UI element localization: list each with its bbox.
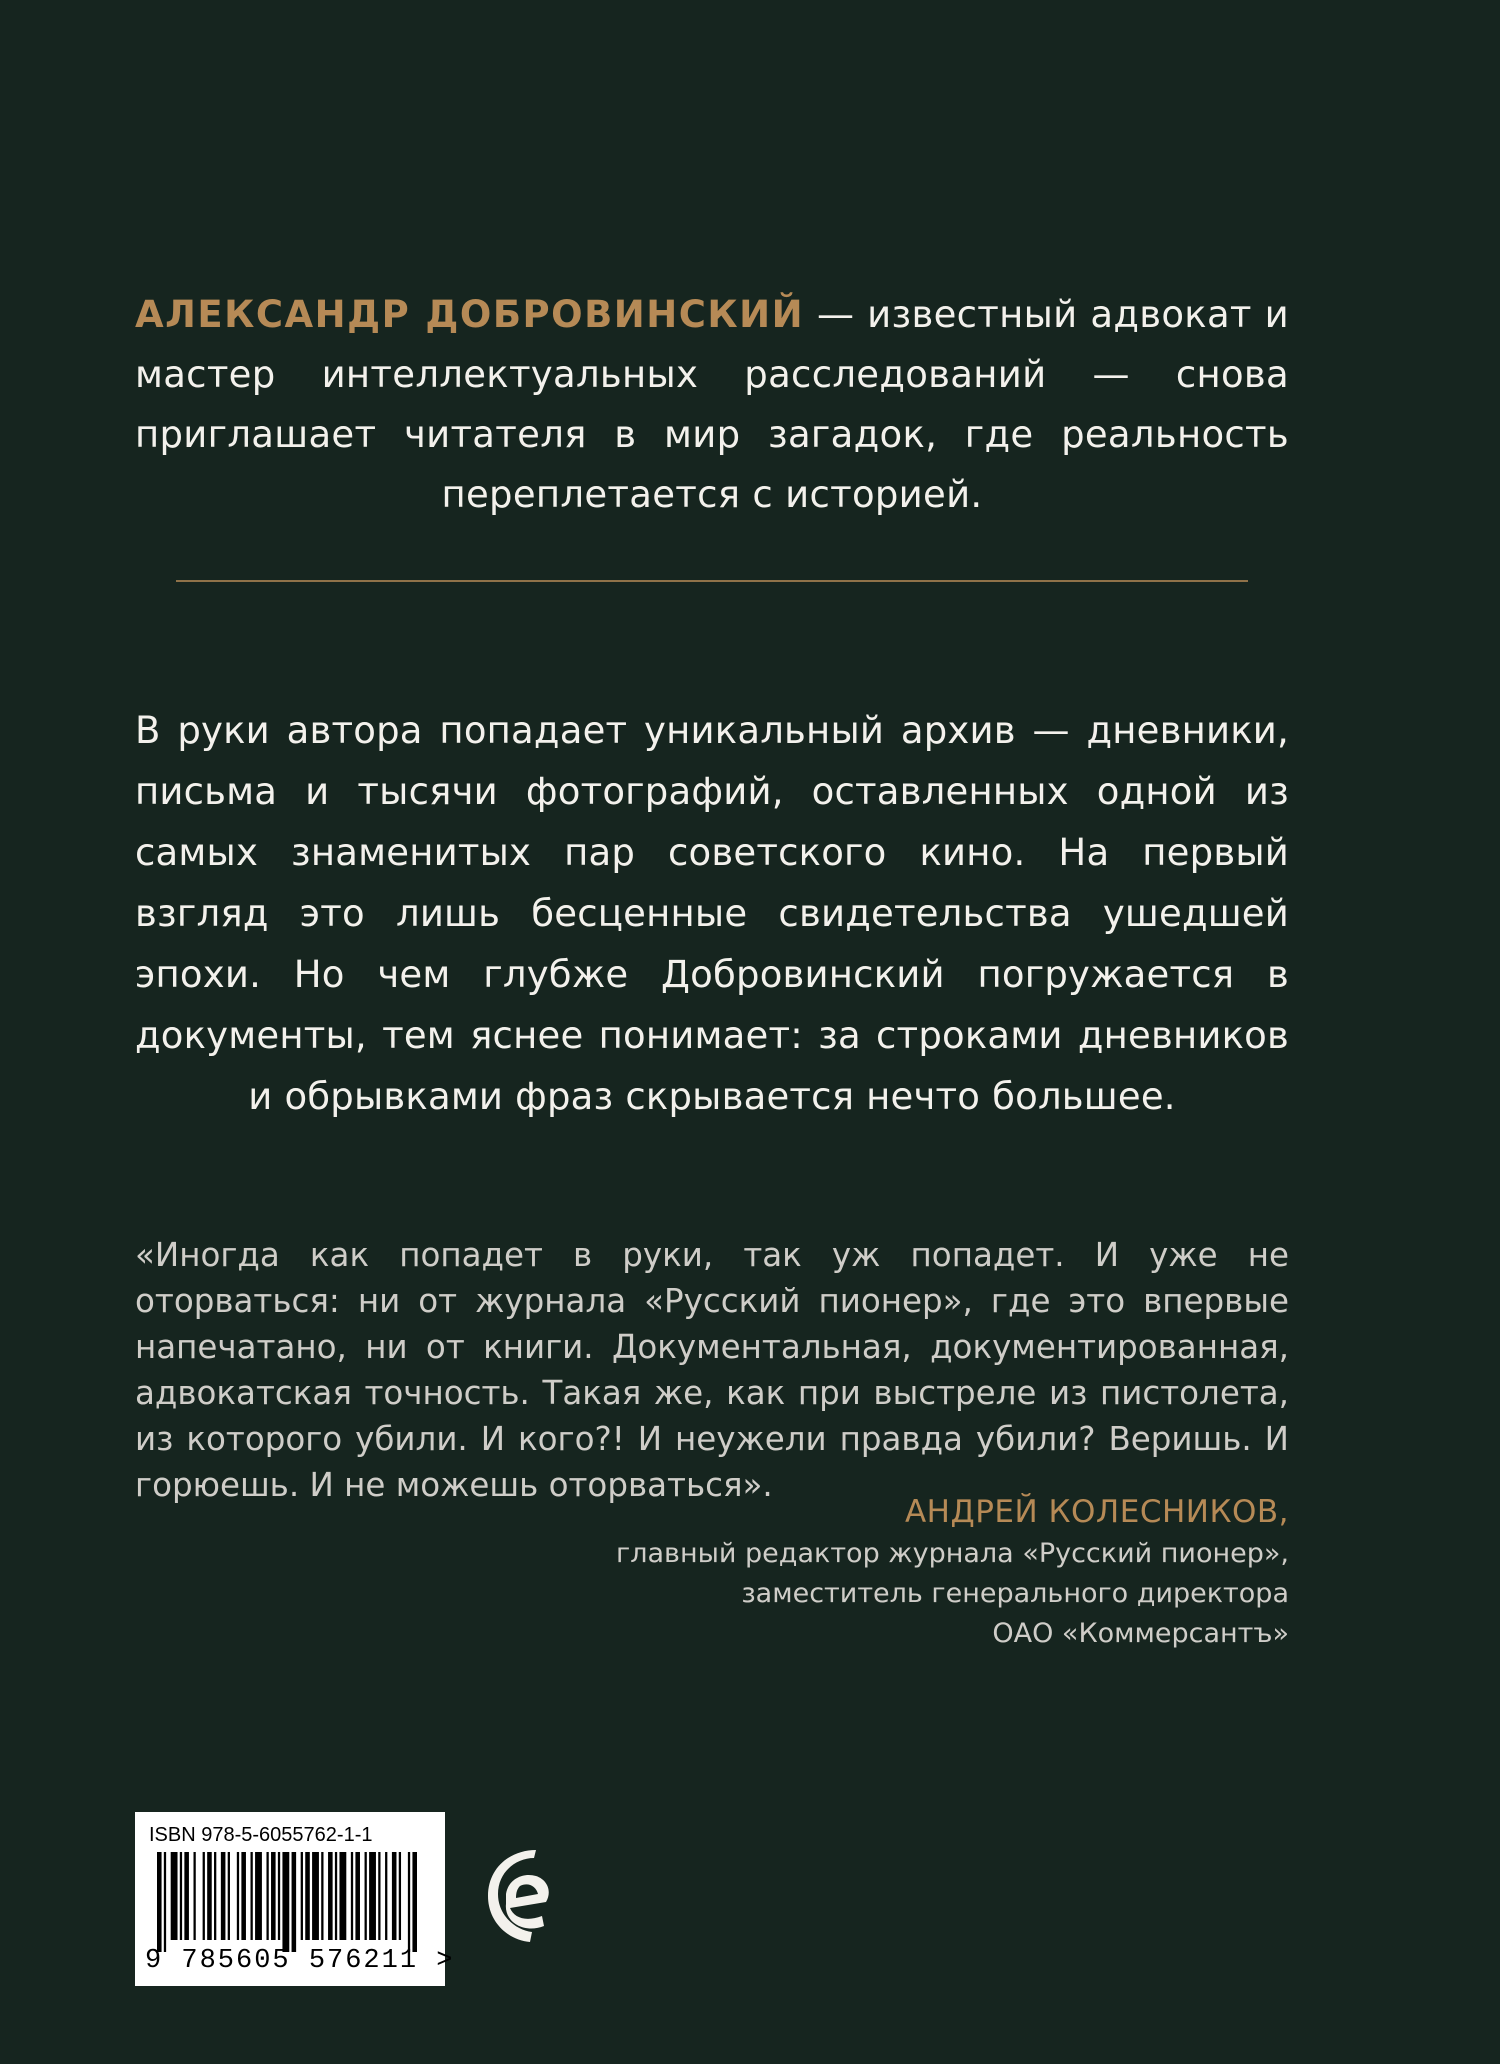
barcode-bar <box>255 1852 262 1940</box>
divider <box>176 580 1248 582</box>
barcode <box>135 1812 455 1986</box>
barcode-bar <box>237 1852 239 1940</box>
barcode-bar <box>228 1852 230 1940</box>
barcode-bar <box>203 1852 205 1940</box>
barcode-bar <box>157 1852 162 1952</box>
barcode-bar <box>335 1852 337 1940</box>
author-intro <box>135 285 1289 525</box>
barcode-bar <box>292 1852 297 1952</box>
quote-attribution <box>489 1490 1289 1654</box>
publisher-logo-icon <box>486 1848 556 1948</box>
barcode-bar <box>412 1852 417 1952</box>
author-name: АЛЕКСАНДР ДОБРОВИНСКИЙ <box>135 293 805 336</box>
barcode-bar <box>408 1852 410 1952</box>
barcode-bar <box>378 1852 380 1940</box>
author-intro-text: — известный адвокат и мастер интеллектуальных расследований — снова приглашает читателя в мир загадок, где реальность переплетается с историей. <box>135 293 1290 516</box>
barcode-bar <box>321 1852 323 1940</box>
barcode-bar <box>221 1852 226 1940</box>
barcode-bar <box>365 1852 367 1940</box>
barcode-bar <box>266 1852 268 1940</box>
barcode-bar <box>355 1852 360 1940</box>
barcode-bar <box>241 1852 246 1940</box>
barcode-bar <box>385 1852 387 1940</box>
barcode-bar <box>271 1852 276 1940</box>
barcode-bar <box>312 1852 319 1940</box>
barcode-bar <box>171 1852 178 1940</box>
barcode-bar <box>251 1852 253 1940</box>
reviewer-title: главный редактор журнала «Русский пионер», <box>616 1538 1289 1569</box>
barcode-bar <box>164 1852 166 1952</box>
barcode-bar <box>193 1852 195 1940</box>
barcode-digits: 9 785605 576211 > <box>145 1946 455 1976</box>
barcode-bar <box>184 1852 189 1940</box>
barcode-bar <box>392 1852 397 1940</box>
barcode-bar <box>305 1852 310 1940</box>
barcode-bar <box>207 1852 212 1940</box>
isbn-label: ISBN 978-5-6055762-1-1 <box>149 1824 373 1846</box>
barcode-bars <box>157 1852 417 1952</box>
barcode-bar <box>328 1852 333 1940</box>
review-quote: «Иногда как попадет в руки, так уж попадет. И уже не оторваться: ни от журнала «Русский пионер», где это впервые напечатано, ни от книги. Документальная, документированная, адвокатская точность. Такая же, как при выстреле из пистолета, из которого убили. И кого?! И неужели правда убили? Веришь. И горюешь. И не можешь оторваться». <box>135 1235 1289 1504</box>
barcode-bar <box>399 1852 401 1940</box>
barcode-bar <box>278 1852 280 1940</box>
barcode-bar <box>351 1852 353 1940</box>
reviewer-position: заместитель генерального директора <box>741 1578 1289 1609</box>
barcode-bar <box>214 1852 216 1940</box>
barcode-bar <box>301 1852 303 1940</box>
barcode-bar <box>282 1852 289 1952</box>
barcode-bar <box>339 1852 346 1940</box>
reviewer-company: ОАО «Коммерсантъ» <box>992 1618 1289 1649</box>
book-description: В руки автора попадает уникальный архив — дневники, письма и тысячи фотографий, оставленных одной из самых знаменитых пар советского кино. На первый взгляд это лишь бесценные свидетельства ушедшей эпохи. Но чем глубже Добровинский погружается в документы, тем яснее понимает: за строками дневников и обрывками фраз скрывается нечто большее. <box>135 709 1289 1118</box>
barcode-bar <box>180 1852 182 1940</box>
barcode-bar <box>369 1852 376 1940</box>
reviewer-name: АНДРЕЙ КОЛЕСНИКОВ, <box>904 1494 1289 1530</box>
